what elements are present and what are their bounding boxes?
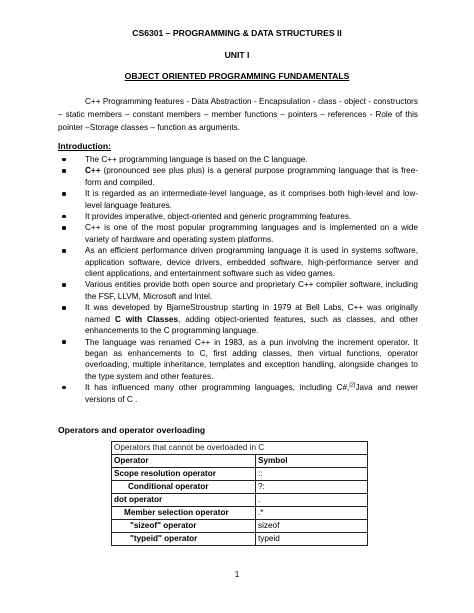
list-item: C++ is one of the most popular programming languages and is implemented on a wide variety of hardware and operating system platforms. xyxy=(58,222,418,245)
citation-link[interactable]: [2] xyxy=(349,382,356,389)
symbol-cell: :: xyxy=(256,468,368,481)
bullet-icon xyxy=(62,169,66,173)
operator-cell: Member selection operator xyxy=(112,507,256,520)
bullet-icon xyxy=(62,306,66,310)
list-item: It provides imperative, object-oriented and generic programming features. xyxy=(58,211,418,222)
operator-cell: dot operator xyxy=(112,494,256,507)
table-row xyxy=(112,494,368,507)
table-header-row xyxy=(112,455,368,468)
column-header-operator: Operator xyxy=(112,455,256,468)
bullet-icon xyxy=(62,226,66,230)
introduction-heading: Introduction: xyxy=(58,141,111,151)
symbol-cell: ?: xyxy=(256,481,368,494)
table-caption: Operators that cannot be overloaded in C xyxy=(112,442,368,455)
list-item: It was developed by BjarneStroustrup starting in 1979 at Bell Labs, C++ was originally named C with Classes, adding object-oriented features, such as classes, and other enhancements to the C programming language. xyxy=(58,302,418,336)
bullet-icon xyxy=(62,192,66,196)
list-item: As an efficient performance driven programming language it is used in systems software, application software, device drivers, embedded software, high-performance server and client applications, and entertainment software such as video games. xyxy=(58,245,418,279)
course-heading: CS6301 – PROGRAMMING & DATA STRUCTURES II xyxy=(132,28,342,38)
operator-cell: "sizeof" operator xyxy=(112,520,256,533)
operator-cell: Scope resolution operator xyxy=(112,468,256,481)
introduction-list xyxy=(58,154,418,405)
unit-heading: UNIT I xyxy=(224,50,250,60)
bullet-icon xyxy=(62,158,66,162)
symbol-cell: . xyxy=(256,494,368,507)
operators-table xyxy=(111,441,368,546)
list-item: Various entities provide both open source and proprietary C++ compiler software, including the FSF, LLVM, Microsoft and Intel. xyxy=(58,279,418,302)
bullet-icon xyxy=(62,249,66,253)
bullet-icon xyxy=(62,283,66,287)
operators-heading: Operators and operator overloading xyxy=(58,425,206,435)
table-row xyxy=(112,481,368,494)
symbol-cell: .* xyxy=(256,507,368,520)
table-row xyxy=(112,533,368,546)
page-number: 1 xyxy=(234,570,240,579)
symbol-cell: typeid xyxy=(256,533,368,546)
bullet-icon xyxy=(62,340,66,344)
list-item: The C++ programming language is based on the C language. xyxy=(58,154,418,165)
operator-cell: Conditional operator xyxy=(112,481,256,494)
unit-title: OBJECT ORIENTED PROGRAMMING FUNDAMENTALS xyxy=(124,71,350,81)
list-item: It has influenced many other programming languages, including C#,[2]Java and newer versions of C . xyxy=(58,382,418,405)
table-row xyxy=(112,468,368,481)
list-item: The language was renamed C++ in 1983, as a pun involving the increment operator. It began as enhancements to C, first adding classes, then virtual functions, operator overloading, multiple inheritance, templates and exception handling, alongside changes to the type system and other features. xyxy=(58,337,418,383)
operator-cell: "typeid" operator xyxy=(112,533,256,546)
column-header-symbol: Symbol xyxy=(256,455,368,468)
syllabus-summary: C++ Programming features - Data Abstraction - Encapsulation - class - object - constructors – static members – constant members – member functions – pointers – references - Role of this pointer –Storage classes – function as arguments. xyxy=(58,97,418,132)
bullet-icon xyxy=(62,215,66,219)
list-item: It is regarded as an intermediate-level language, as it comprises both high-level and low-level language features. xyxy=(58,188,418,211)
list-item: C++ (pronounced see plus plus) is a general purpose programming language that is free-form and compiled. xyxy=(58,165,418,188)
symbol-cell: sizeof xyxy=(256,520,368,533)
bullet-icon xyxy=(62,386,66,390)
table-caption-row xyxy=(112,442,368,455)
table-row xyxy=(112,520,368,533)
table-row xyxy=(112,507,368,520)
